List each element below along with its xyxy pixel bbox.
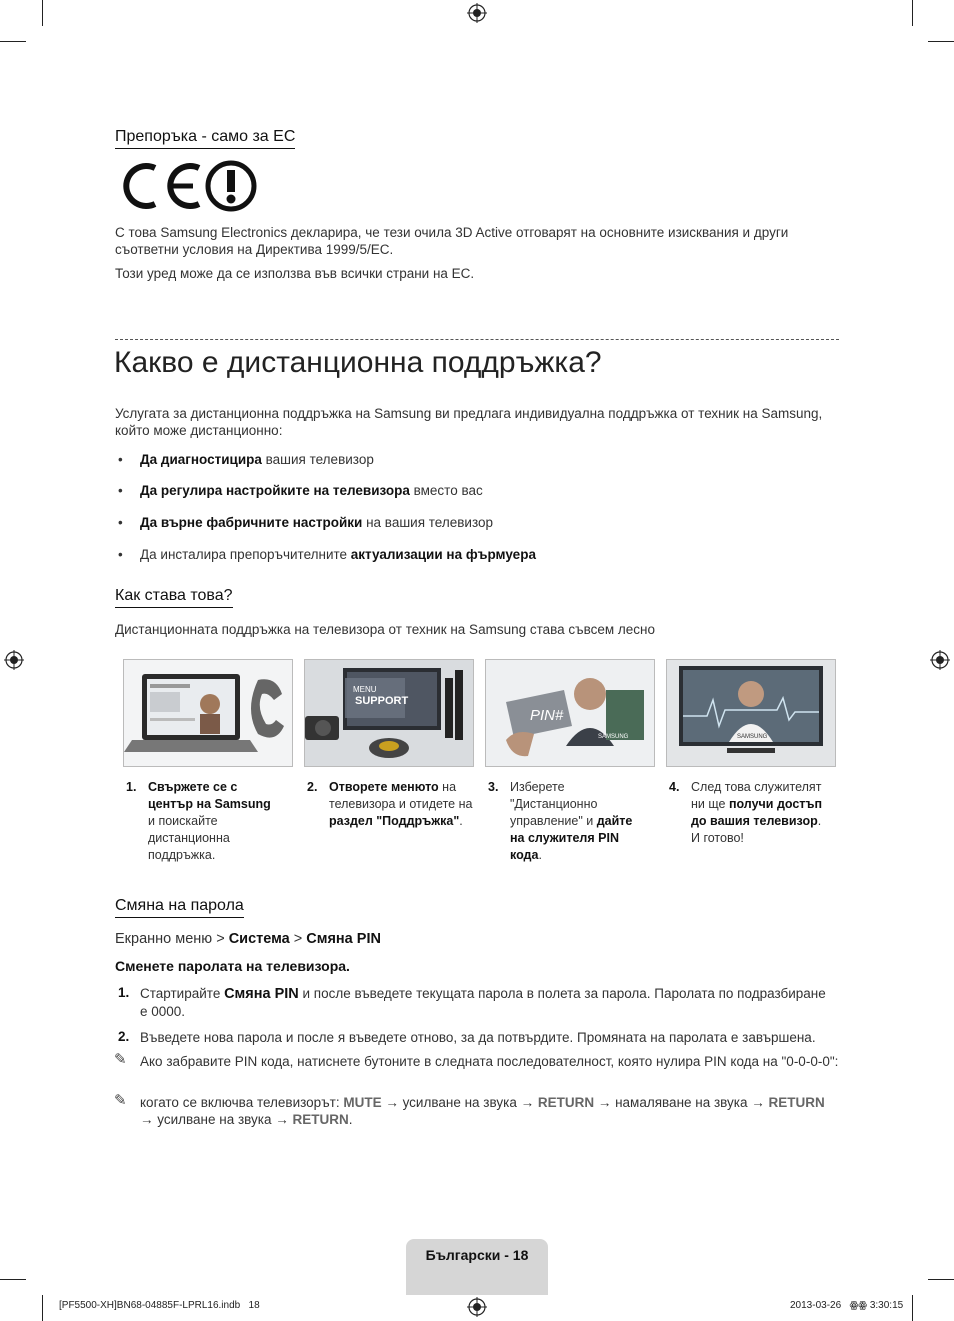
registration-mark-icon	[467, 3, 487, 23]
crop-mark	[0, 1279, 26, 1280]
menu-label: MENU	[353, 685, 377, 694]
password-step-1: Стартирайте Смяна PIN и после въведете текущата парола в полета за парола. Паролата по подразбиране е 0000.	[140, 986, 826, 1019]
footer-date: 2013-03-26 ꙮꙮ 3:30:15	[790, 1300, 904, 1311]
intro-text: Услугата за дистанционна поддръжка на Samsung ви предлага индивидуална поддръжка от техник на Samsung, който може дистанционно:	[115, 406, 823, 438]
step-image-laptop-phone	[123, 659, 293, 767]
step-image-pin	[485, 659, 655, 767]
bullet-icon: •	[118, 547, 123, 562]
laptop-phone-icon	[124, 660, 292, 766]
note-key-sequence: когато се включва телевизорът: MUTE → усилване на звука → RETURN → намаляване на звука → RETURN → усилване на звука → RETURN.	[140, 1095, 825, 1127]
svg-text:SAMSUNG: SAMSUNG	[737, 734, 768, 740]
pin-operator-icon	[486, 660, 654, 766]
eu-declaration: С това Samsung Electronics декларира, че тези очила 3D Active отговарят на основните изисквания и други съответни условия на Директива 1999/5/ЕС.	[115, 225, 789, 257]
crop-mark	[912, 0, 913, 26]
registration-mark-icon	[467, 1297, 487, 1317]
note-icon: ✎	[114, 1051, 127, 1068]
bullet-icon: •	[118, 452, 123, 467]
ce-mark-icon	[113, 158, 263, 214]
bullet-icon: •	[118, 483, 123, 498]
item-number: 1.	[118, 985, 130, 1000]
eu-heading: Препоръка - само за ЕС	[115, 128, 295, 149]
eu-usage: Този уред може да се използва във всички страни на ЕС.	[115, 266, 475, 281]
password-step-2: Въведете нова парола и после я въведете отново, за да потвърдите. Промяната на паролата е завършена.	[140, 1030, 816, 1045]
page-number: Български - 18	[425, 1247, 529, 1263]
crop-mark	[42, 1295, 43, 1321]
password-subheading: Сменете паролата на телевизора.	[115, 958, 350, 974]
crop-mark	[912, 1295, 913, 1321]
registration-mark-icon	[4, 650, 24, 670]
page-number-tab	[406, 1239, 548, 1295]
page-title: Какво е дистанционна поддръжка?	[114, 346, 602, 379]
registration-mark-icon	[930, 650, 950, 670]
note-icon: ✎	[114, 1092, 127, 1109]
item-number: 2.	[118, 1029, 130, 1044]
password-heading: Смяна на парола	[115, 897, 244, 918]
crop-mark	[928, 41, 954, 42]
crop-mark	[0, 41, 26, 42]
support-label: SUPPORT	[355, 695, 409, 707]
step-image-tv-technician	[666, 659, 836, 767]
menu-path: Екранно меню > Система > Смяна PIN	[115, 931, 381, 947]
step-image-tv-menu	[304, 659, 474, 767]
crop-mark	[42, 0, 43, 26]
footer-file: [PF5500-XH]BN68-04885F-LPRL16.indb 18	[59, 1300, 260, 1311]
crop-mark	[928, 1279, 954, 1280]
bullet-icon: •	[118, 515, 123, 530]
tv-technician-icon	[667, 660, 835, 766]
section-divider	[115, 339, 839, 340]
how-text: Дистанционната поддръжка на телевизора от техник на Samsung става съвсем лесно	[115, 622, 656, 637]
how-heading: Как става това?	[115, 587, 233, 608]
note-forgot-pin: Ако забравите PIN кода, натиснете бутоните в следната последователност, която нулира PIN кода на "0-0-0-0":	[140, 1054, 839, 1069]
pin-label: PIN#	[530, 707, 564, 724]
tv-menu-icon	[305, 660, 473, 766]
svg-text:SAMSUNG: SAMSUNG	[598, 734, 629, 740]
